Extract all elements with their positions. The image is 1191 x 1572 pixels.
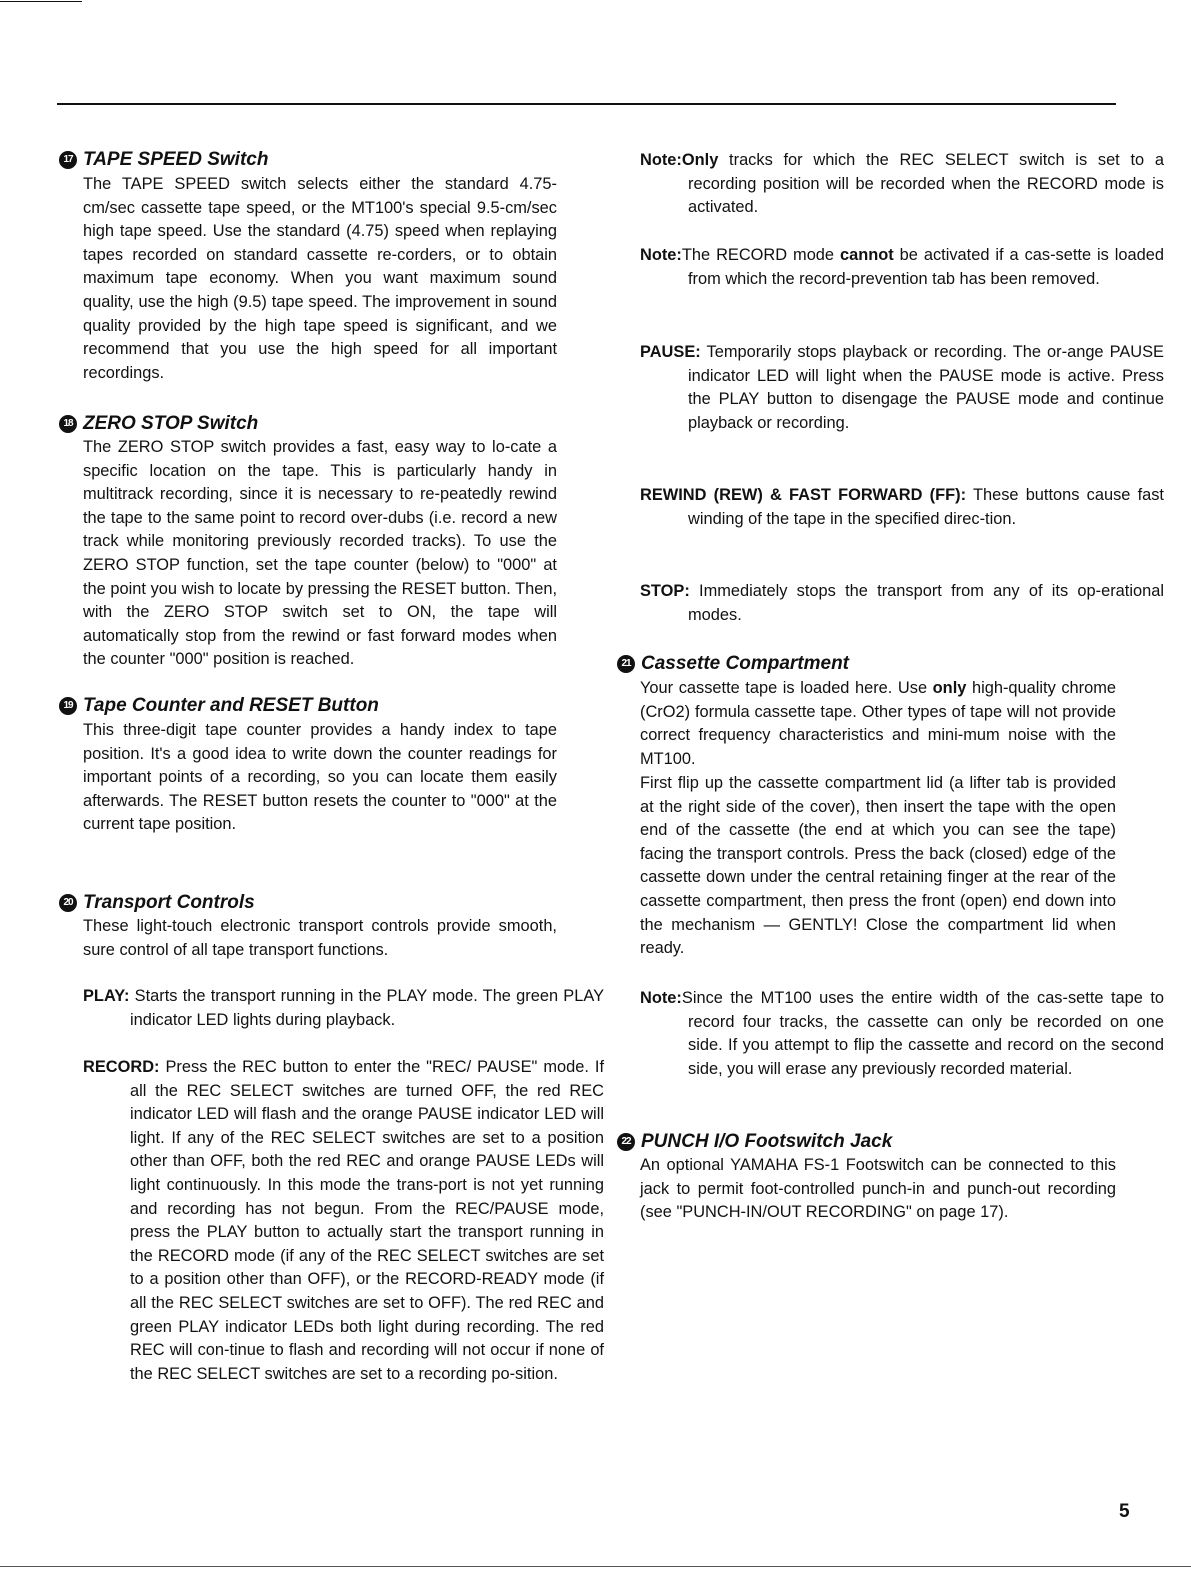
circled-number-icon: 19	[59, 697, 77, 715]
rew-ff-text: These buttons cause fast winding of the tape in the specified direc-tion.	[688, 486, 1164, 528]
cassette-compartment-instructions: First flip up the cassette compartment lid (a lifter tab is provided at the right side of the cover), then insert the tape with the open end of the cassette (the end at which you can see the tape) facing the transport controls. Press the back (closed) edge of the cassette down under the central retaining finger at the rear of the cassette compartment, then press the front (open) end down into the mechanism — GENTLY! Close the compartment lid when ready.	[640, 774, 1116, 958]
note-record-prevention	[640, 244, 1164, 291]
stop-description	[640, 580, 1164, 627]
bottom-rule	[0, 1566, 1191, 1567]
heading-text: ZERO STOP Switch	[83, 413, 259, 434]
record-description	[83, 1056, 604, 1386]
play-description	[83, 985, 604, 1032]
heading-tape-counter	[59, 694, 379, 718]
heading-text: Tape Counter and RESET Button	[83, 695, 379, 716]
zero-stop-body: The ZERO STOP switch provides a fast, easy way to lo-cate a specific location on the tape. This is particularly handy in multitrack recording, since it is necessary to re-peatedly rewind the tape to the same point to record over-dubs (i.e. record a new track while monitoring previously recorded tracks). To use the ZERO STOP function, set the tape counter (below) to "000" at the point you wish to locate by pressing the RESET button. Then, with the ZERO STOP switch set to ON, the tape will automatically stop from the rewind or fast forward modes when the counter "000" position is reached.	[83, 438, 557, 669]
heading-cassette-compartment	[617, 652, 849, 676]
corner-rule	[0, 1, 82, 2]
play-text: Starts the transport running in the PLAY mode. The green PLAY indicator LED lights during playback.	[129, 987, 604, 1029]
pause-description	[640, 341, 1164, 435]
rew-ff-description	[640, 484, 1164, 531]
note-label: Note:	[640, 246, 682, 264]
note-bold: Only	[681, 151, 719, 169]
circled-number-icon: 21	[617, 655, 635, 673]
play-label: PLAY:	[83, 987, 130, 1005]
note-label: Note:	[640, 151, 682, 169]
heading-text: PUNCH I/O Footswitch Jack	[641, 1131, 893, 1152]
heading-transport-controls	[59, 891, 255, 915]
circled-number-icon: 17	[59, 151, 77, 169]
stop-label: STOP:	[640, 582, 690, 600]
note-label: Note:	[640, 989, 682, 1007]
pause-text: Temporarily stops playback or recording. The or-ange PAUSE indicator LED will light when the PAUSE mode is active. Press the PLAY button to disengage the PAUSE mode and continue playback or recording.	[688, 343, 1164, 432]
circled-number-icon: 20	[59, 894, 77, 912]
heading-zero-stop	[59, 412, 258, 436]
tape-speed-body: The TAPE SPEED switch selects either the standard 4.75-cm/sec cassette tape speed, or the MT100's special 9.5-cm/sec high tape speed. Use the standard (4.75) speed when replaying tapes recorded on standard cassette re-corders, or to obtain maximum tape economy. When you want maximum sound quality, use the high (9.5) tape speed. The improvement in sound quality provided by the high tape speed is significant, and we recommend that you use the high speed for all important recordings.	[83, 175, 557, 382]
heading-punch-footswitch	[617, 1130, 892, 1154]
cassette-compartment-body	[640, 677, 1116, 771]
note-only-tracks	[640, 149, 1164, 220]
transport-controls-body: These light-touch electronic transport controls provide smooth, sure control of all tape transport functions.	[83, 917, 557, 959]
heading-tape-speed	[59, 148, 268, 172]
heading-text: TAPE SPEED Switch	[83, 149, 269, 170]
note-one-side	[640, 987, 1164, 1081]
heading-text: Cassette Compartment	[641, 653, 849, 674]
note-text: be activated if a cas-sette is loaded from which the record-prevention tab has been removed.	[688, 246, 1164, 288]
note-text: tracks for which the REC SELECT switch is set to a recording position will be recorded when the RECORD mode is activated.	[688, 151, 1164, 217]
record-text: Press the REC button to enter the "REC/ PAUSE" mode. If all the REC SELECT switches are turned OFF, the red REC indicator LED will flash and the orange PAUSE indicator LED will light. If any of the REC SELECT switches are set to a position other than OFF, both the red REC and orange PAUSE LEDs will light continuously. In this mode the trans-port is not yet running and recording has not begun. From the REC/PAUSE mode, press the PLAY button to actually start the transport running in the RECORD mode (if any of the REC SELECT switches are set to a position other than OFF), or the RECORD-READY mode (if all the REC SELECT switches are set to OFF). The red REC and green PLAY indicator LEDs both light during recording. The red REC will con-tinue to flash and recording will not occur if none of the REC SELECT switches are set to a recording po-sition.	[130, 1058, 604, 1383]
page-number: 5	[1119, 1501, 1130, 1522]
body-text: Your cassette tape is loaded here. Use	[640, 679, 933, 697]
tape-counter-body: This three-digit tape counter provides a handy index to tape position. It's a good idea to write down the counter readings for important points of a recording, so you can locate them easily afterwards. The RESET button resets the counter to "000" at the current tape position.	[83, 721, 557, 834]
record-label: RECORD:	[83, 1058, 160, 1076]
punch-footswitch-body: An optional YAMAHA FS-1 Footswitch can be connected to this jack to permit foot-controlled punch-in and punch-out recording (see "PUNCH-IN/OUT RECORDING" on page 17).	[640, 1156, 1116, 1222]
body-text: high-quality chrome (CrO2) formula cassette tape. Other types of tape will not provide correct frequency characteristics and mini-mum noise with the MT100.	[640, 679, 1117, 768]
circled-number-icon: 18	[59, 415, 77, 433]
pause-label: PAUSE:	[640, 343, 701, 361]
top-rule	[57, 103, 1116, 105]
note-text: Since the MT100 uses the entire width of the cas-sette tape to record four tracks, the cassette can only be recorded on one side. If you attempt to flip the cassette and record on the second side, you will erase any previously recorded material.	[681, 989, 1164, 1078]
rew-ff-label: REWIND (REW) & FAST FORWARD (FF):	[640, 486, 967, 504]
stop-text: Immediately stops the transport from any of its op-erational modes.	[688, 582, 1164, 624]
heading-text: Transport Controls	[83, 892, 255, 913]
circled-number-icon: 22	[617, 1133, 635, 1151]
note-bold: cannot	[839, 246, 894, 264]
body-bold: only	[932, 679, 967, 697]
note-text: The RECORD mode	[681, 246, 840, 264]
